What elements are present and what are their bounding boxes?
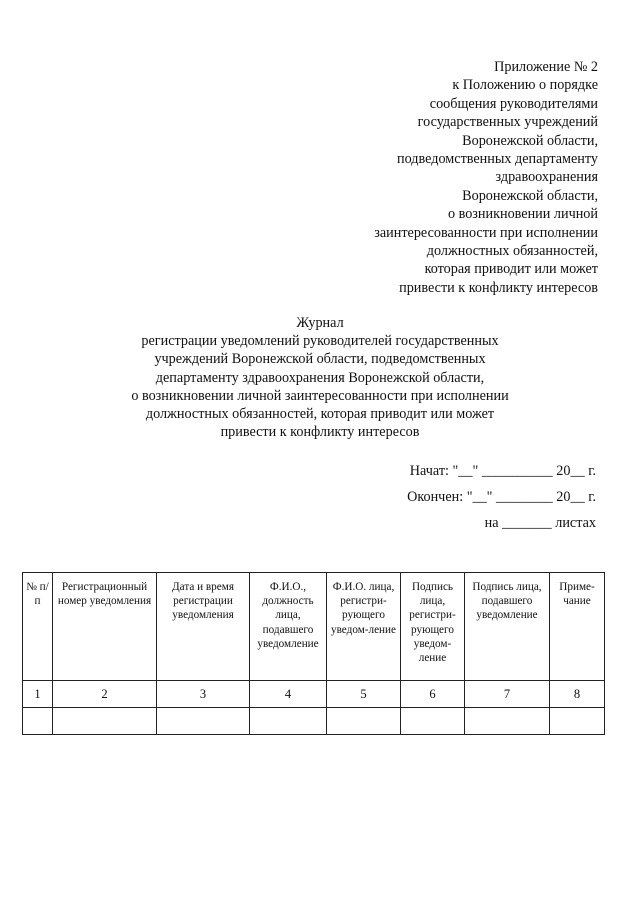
journal-subtitle-line: о возникновении личной заинтересованности при исполнении	[131, 387, 509, 404]
sheets-count: на _______ листах	[484, 515, 596, 531]
table-header-row	[23, 573, 605, 681]
journal-subtitle-line: учреждений Воронежской области, подведомственных	[154, 351, 486, 368]
appendix-heading	[374, 58, 598, 297]
empty-cell	[327, 708, 401, 735]
appendix-line: Приложение № 2	[494, 59, 598, 75]
empty-cell	[465, 708, 550, 735]
journal-title: Журнал	[296, 315, 344, 331]
column-number-cell: 1	[23, 681, 53, 708]
empty-cell	[550, 708, 605, 735]
journal-dates	[407, 458, 596, 536]
header-cell-number: № п/п	[23, 573, 53, 681]
column-number-cell: 4	[250, 681, 327, 708]
appendix-line: привести к конфликту интересов	[399, 279, 598, 296]
appendix-line: должностных обязанностей,	[426, 243, 598, 260]
empty-cell	[53, 708, 157, 735]
journal-subtitle-line: департаменту здравоохранения Воронежской области,	[155, 369, 485, 386]
column-number-cell: 7	[465, 681, 550, 708]
header-cell-submitter: Ф.И.О., должность лица, подавшего уведомление	[250, 573, 327, 681]
table-empty-row	[23, 708, 605, 735]
appendix-line: государственных учреждений	[417, 114, 598, 131]
appendix-line: о возникновении личной	[447, 206, 598, 223]
started-date: Начат: "__" __________ 20__ г.	[409, 463, 596, 479]
appendix-line: к Положению о порядке	[452, 77, 598, 94]
column-number-cell: 2	[53, 681, 157, 708]
finished-date: Окончен: "__" ________ 20__ г.	[407, 489, 596, 505]
appendix-line: Воронежской области,	[462, 187, 598, 204]
journal-subtitle-line: привести к конфликту интересов	[220, 424, 420, 441]
empty-cell	[157, 708, 250, 735]
empty-cell	[250, 708, 327, 735]
journal-subtitle-line: регистрации уведомлений руководителей государственных	[141, 333, 499, 350]
appendix-line: заинтересованности при исполнении	[374, 224, 598, 241]
empty-cell	[23, 708, 53, 735]
appendix-line: сообщения руководителями	[429, 95, 598, 112]
appendix-line: которая приводит или может	[424, 261, 598, 278]
header-cell-registrar-signature: Подпись лица, регистри-рующего уведом-ление	[401, 573, 465, 681]
header-cell-registrar: Ф.И.О. лица, регистри-рующего уведом-ление	[327, 573, 401, 681]
column-number-cell: 5	[327, 681, 401, 708]
appendix-line: Воронежской области,	[462, 132, 598, 149]
column-number-cell: 3	[157, 681, 250, 708]
appendix-line: подведомственных департаменту	[397, 151, 598, 168]
column-number-cell: 8	[550, 681, 605, 708]
registration-table	[22, 572, 605, 735]
appendix-line: здравоохранения	[495, 169, 598, 186]
table-number-row	[23, 681, 605, 708]
journal-title-block	[0, 314, 640, 441]
header-cell-reg-number: Регистрационный номер уведомления	[53, 573, 157, 681]
header-cell-note: Приме-чание	[550, 573, 605, 681]
header-cell-date-time: Дата и время регистрации уведомления	[157, 573, 250, 681]
column-number-cell: 6	[401, 681, 465, 708]
empty-cell	[401, 708, 465, 735]
journal-subtitle-line: должностных обязанностей, которая приводит или может	[145, 406, 495, 423]
header-cell-submitter-signature: Подпись лица, подавшего уведомление	[465, 573, 550, 681]
